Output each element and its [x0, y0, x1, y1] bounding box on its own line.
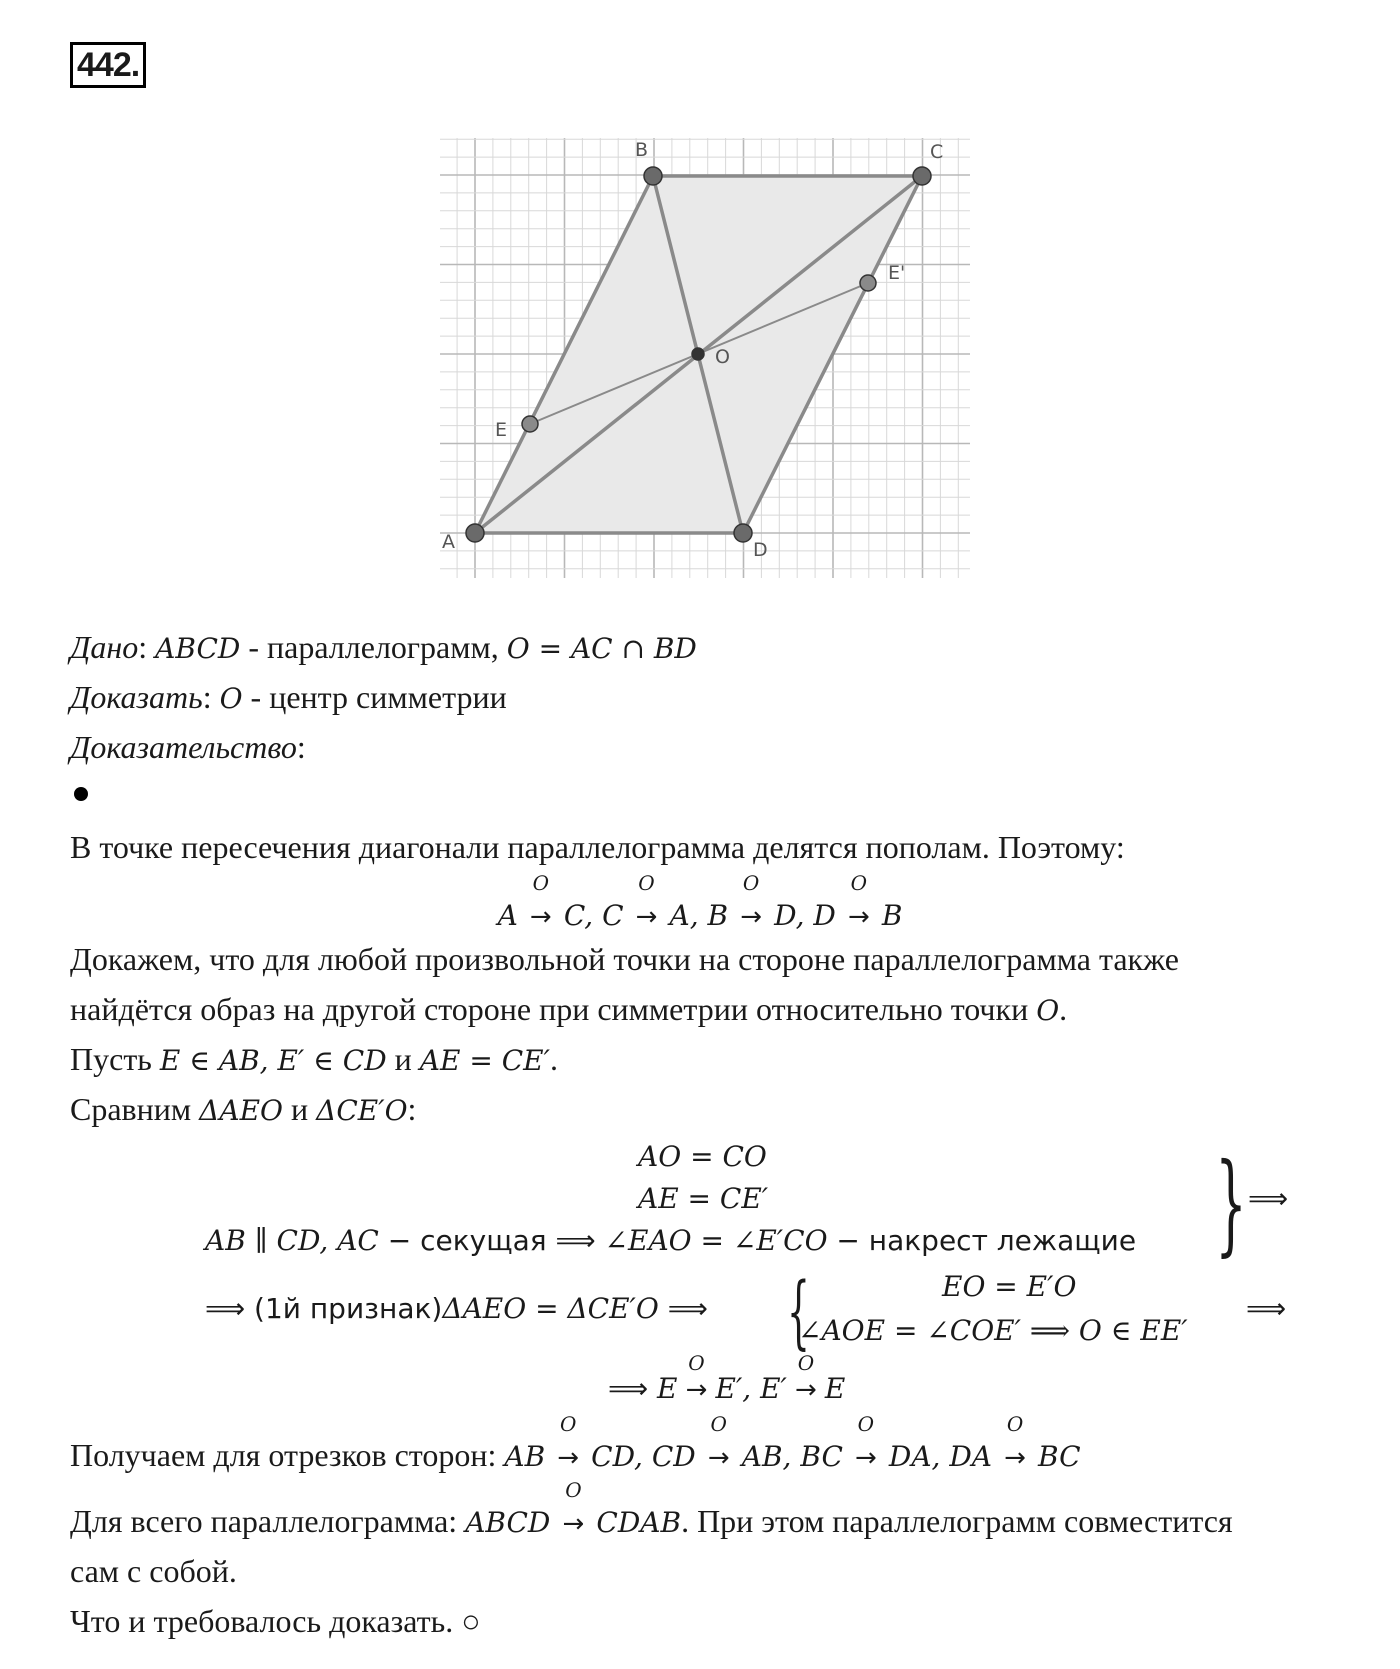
- system2-implies: ⟹: [1246, 1292, 1287, 1325]
- sym-arrow: O →: [740, 871, 763, 932]
- sym-arrow: O →: [557, 1412, 580, 1473]
- sym-arrow: O →: [847, 871, 870, 932]
- prove-text: - центр симметрии: [242, 679, 507, 715]
- para2-point: O: [1036, 994, 1060, 1027]
- map2-p3: E′: [760, 1372, 787, 1405]
- map2-lead: ⟹: [608, 1372, 658, 1405]
- point-b: [644, 167, 662, 185]
- sym-arrow: O →: [707, 1412, 730, 1473]
- para2-end: .: [1059, 991, 1068, 1027]
- left-brace: {: [786, 1265, 810, 1358]
- let-formula1: E ∈ AB, E′ ∈ CD: [159, 1044, 387, 1077]
- side-to: CD: [591, 1440, 635, 1473]
- map-to: D: [774, 899, 796, 932]
- system2-lead: [205, 1292, 708, 1325]
- side-sep: ,: [782, 1440, 801, 1473]
- map-from: A: [497, 899, 518, 932]
- label-c: C: [930, 141, 944, 163]
- map-to: C: [563, 899, 585, 932]
- let-text1: Пусть: [70, 1041, 160, 1077]
- label-b: B: [635, 139, 649, 161]
- whole-text: Для всего параллелограмма:: [70, 1503, 466, 1539]
- whole-to: CDAB: [596, 1506, 682, 1539]
- proof-label-line: [70, 728, 306, 766]
- given-text: - параллелограмм,: [240, 629, 507, 665]
- sym-arrow: O →: [795, 1351, 817, 1405]
- map-from: D: [813, 899, 836, 932]
- compare-end: :: [407, 1091, 417, 1127]
- point-e: [522, 416, 538, 432]
- point-d: [734, 524, 752, 542]
- given-label: Дано: [70, 629, 139, 665]
- compare-formula2: ΔCE′O: [316, 1094, 408, 1127]
- symmetry-map-vertices: [0, 871, 1400, 936]
- symmetry-map-e: [608, 1351, 846, 1405]
- map2-p1: E: [657, 1372, 678, 1405]
- colon: :: [202, 679, 212, 715]
- problem-number: 442.: [70, 42, 146, 88]
- system1-line2: AE = CE′: [638, 1182, 769, 1215]
- given-formula: O = AC ∩ BD: [506, 632, 697, 665]
- point-a: [466, 524, 484, 542]
- whole-from: ABCD: [465, 1506, 551, 1539]
- prove-line: [70, 678, 507, 718]
- qed-line: Что и требовалось доказать. ○: [70, 1603, 481, 1639]
- whole-line2: сам с собой.: [70, 1553, 237, 1589]
- sym-arrow: O →: [529, 871, 552, 932]
- whole-line1: [70, 1478, 1233, 1543]
- system1-l3b: − секущая ⟹: [378, 1224, 605, 1257]
- proof-label: Доказательство: [70, 729, 297, 765]
- para2-text: найдётся образ на другой стороне при симметрии относительно точки: [70, 991, 1037, 1027]
- side-to: AB: [741, 1440, 783, 1473]
- side-from: CD: [651, 1440, 696, 1473]
- side-from: DA: [949, 1440, 993, 1473]
- map-from: B: [707, 899, 729, 932]
- side-from: AB: [504, 1440, 546, 1473]
- system2-row2: ∠AOE = ∠COE′ ⟹ O ∈ EE′: [798, 1314, 1188, 1347]
- map-sep: ,: [584, 899, 603, 932]
- parallelogram-figure: [440, 138, 970, 578]
- system1-implies: ⟹: [1248, 1182, 1289, 1215]
- para2-line2: [70, 990, 1067, 1030]
- point-c: [913, 167, 931, 185]
- compare-text1: Сравним: [70, 1091, 200, 1127]
- side-sep: ,: [931, 1440, 950, 1473]
- prove-label: Доказать: [70, 679, 203, 715]
- label-e1: E': [888, 262, 906, 284]
- map-from: C: [602, 899, 624, 932]
- map-to: B: [881, 899, 903, 932]
- system1-line1: AO = CO: [638, 1140, 767, 1173]
- sides-text: Получаем для отрезков сторон:: [70, 1437, 505, 1473]
- colon: :: [138, 629, 148, 665]
- let-line: [70, 1040, 558, 1080]
- para1: В точке пересечения диагонали параллелограмма делятся пополам. Поэтому:: [70, 829, 1125, 865]
- sides-line: [70, 1412, 1081, 1477]
- sym-arrow: O →: [635, 871, 658, 932]
- compare-text2: и: [283, 1091, 317, 1127]
- compare-formula1: ΔAEO: [199, 1094, 283, 1127]
- map2-p4: E: [824, 1372, 846, 1405]
- system2-lead-text: ⟹ (1й признак): [205, 1292, 443, 1325]
- label-a: A: [442, 531, 455, 553]
- side-to: DA: [888, 1440, 932, 1473]
- side-to: BC: [1038, 1440, 1081, 1473]
- prove-point: O: [219, 682, 243, 715]
- system2-formula: ΔAEO = ΔCE′O: [442, 1292, 659, 1325]
- right-brace: }: [1215, 1139, 1247, 1267]
- map2-p2: E′: [715, 1372, 743, 1405]
- system1-l3d: − накрест лежащие: [827, 1224, 1137, 1257]
- whole-text2: . При этом параллелограмм совместится: [681, 1503, 1233, 1539]
- label-o: O: [715, 346, 730, 368]
- let-end: .: [549, 1041, 558, 1077]
- map-sep: ,: [795, 899, 814, 932]
- let-formula2: AE = CE′: [419, 1044, 550, 1077]
- system1-line3: [205, 1224, 1136, 1257]
- given-line: [70, 628, 697, 668]
- point-e1: [860, 275, 876, 291]
- map-to: A: [669, 899, 690, 932]
- compare-line: [70, 1090, 416, 1130]
- let-text2: и: [386, 1041, 420, 1077]
- sym-arrow: O →: [562, 1478, 585, 1539]
- system1-l3a: AB ∥ CD, AC: [205, 1224, 379, 1257]
- colon: :: [296, 729, 306, 765]
- label-e: E: [495, 419, 508, 441]
- point-o: [692, 348, 704, 360]
- given-parallelogram: ABCD: [155, 632, 241, 665]
- label-d: D: [753, 539, 768, 561]
- system2-row1: EO = E′O: [942, 1270, 1077, 1303]
- sym-arrow: O →: [1004, 1412, 1026, 1473]
- map2-sep: ,: [742, 1372, 761, 1405]
- map-sep: ,: [689, 899, 708, 932]
- side-sep: ,: [634, 1440, 652, 1473]
- system2-imp: ⟹: [658, 1292, 708, 1325]
- side-from: BC: [800, 1440, 843, 1473]
- para2-line1: Докажем, что для любой произвольной точки на стороне параллелограмма также: [70, 941, 1179, 977]
- sym-arrow: O →: [685, 1351, 708, 1405]
- system1-l3c: ∠EAO = ∠E′CO: [604, 1224, 828, 1257]
- sym-arrow: O →: [854, 1412, 877, 1473]
- bullet-dot: [74, 787, 88, 801]
